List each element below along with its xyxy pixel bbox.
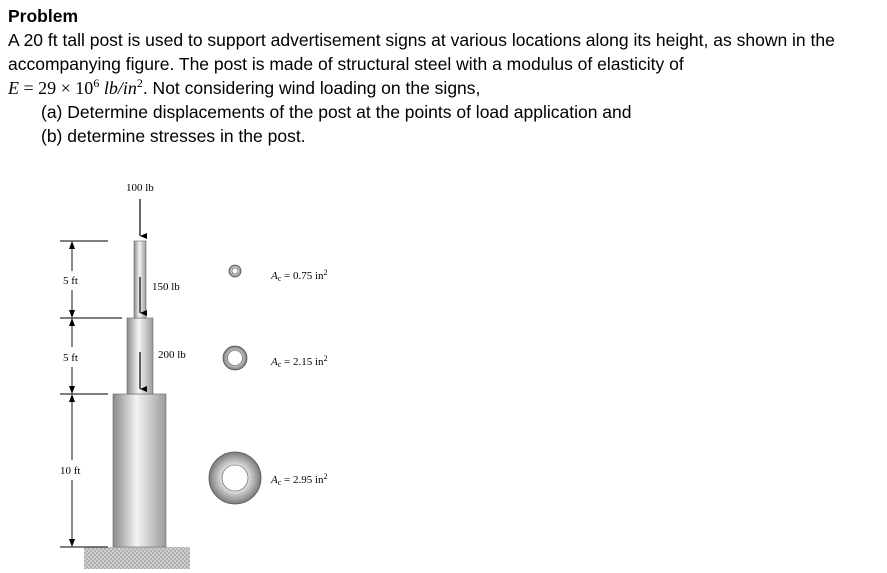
area-subscript: c (277, 360, 282, 369)
area-subscript: c (277, 478, 282, 487)
area-label-top (270, 268, 328, 283)
cross-section-top (229, 265, 241, 277)
cross-section-bottom (209, 452, 261, 504)
area-exponent: 2 (323, 472, 328, 481)
part-b: (b) determine stresses in the post. (41, 126, 306, 146)
dimension-label-middle: 5 ft (63, 352, 78, 364)
problem-line-3-rest: . Not considering wind loading on the signs, (142, 78, 481, 98)
area-symbol: A (271, 474, 278, 486)
equation-exponent: 6 (93, 76, 100, 90)
area-value: = 2.95 in (281, 474, 324, 486)
area-symbol: A (271, 270, 278, 282)
area-subscript: c (277, 274, 282, 283)
problem-line-2: accompanying figure. The post is made of structural steel with a modulus of elasticity of (8, 54, 684, 74)
area-exponent: 2 (323, 354, 328, 363)
load-label-150: 150 lb (152, 281, 180, 293)
problem-line-1: A 20 ft tall post is used to support advertisement signs at various locations along its height, as shown in the (8, 30, 835, 50)
area-value: = 2.15 in (281, 356, 324, 368)
part-a: (a) Determine displacements of the post at the points of load application and (41, 102, 632, 122)
area-symbol: A (271, 356, 278, 368)
equation-value: = 29 × 10 (19, 78, 94, 98)
dimension-label-top: 5 ft (63, 275, 78, 287)
area-value: = 0.75 in (281, 270, 324, 282)
load-label-200: 200 lb (158, 349, 186, 361)
problem-heading: Problem (8, 6, 79, 26)
post-segment-bottom (113, 394, 166, 547)
area-label-bottom (270, 472, 328, 487)
area-label-middle (270, 354, 328, 369)
load-label-100: 100 lb (126, 182, 154, 194)
equation-unit-exponent: 2 (136, 76, 143, 90)
dimension-label-bottom: 10 ft (60, 465, 81, 477)
area-exponent: 2 (323, 268, 328, 277)
ground-hatch (84, 547, 190, 569)
cross-section-middle (223, 346, 247, 370)
equation-lhs: E (8, 78, 19, 98)
equation-unit: lb/in (99, 78, 137, 98)
